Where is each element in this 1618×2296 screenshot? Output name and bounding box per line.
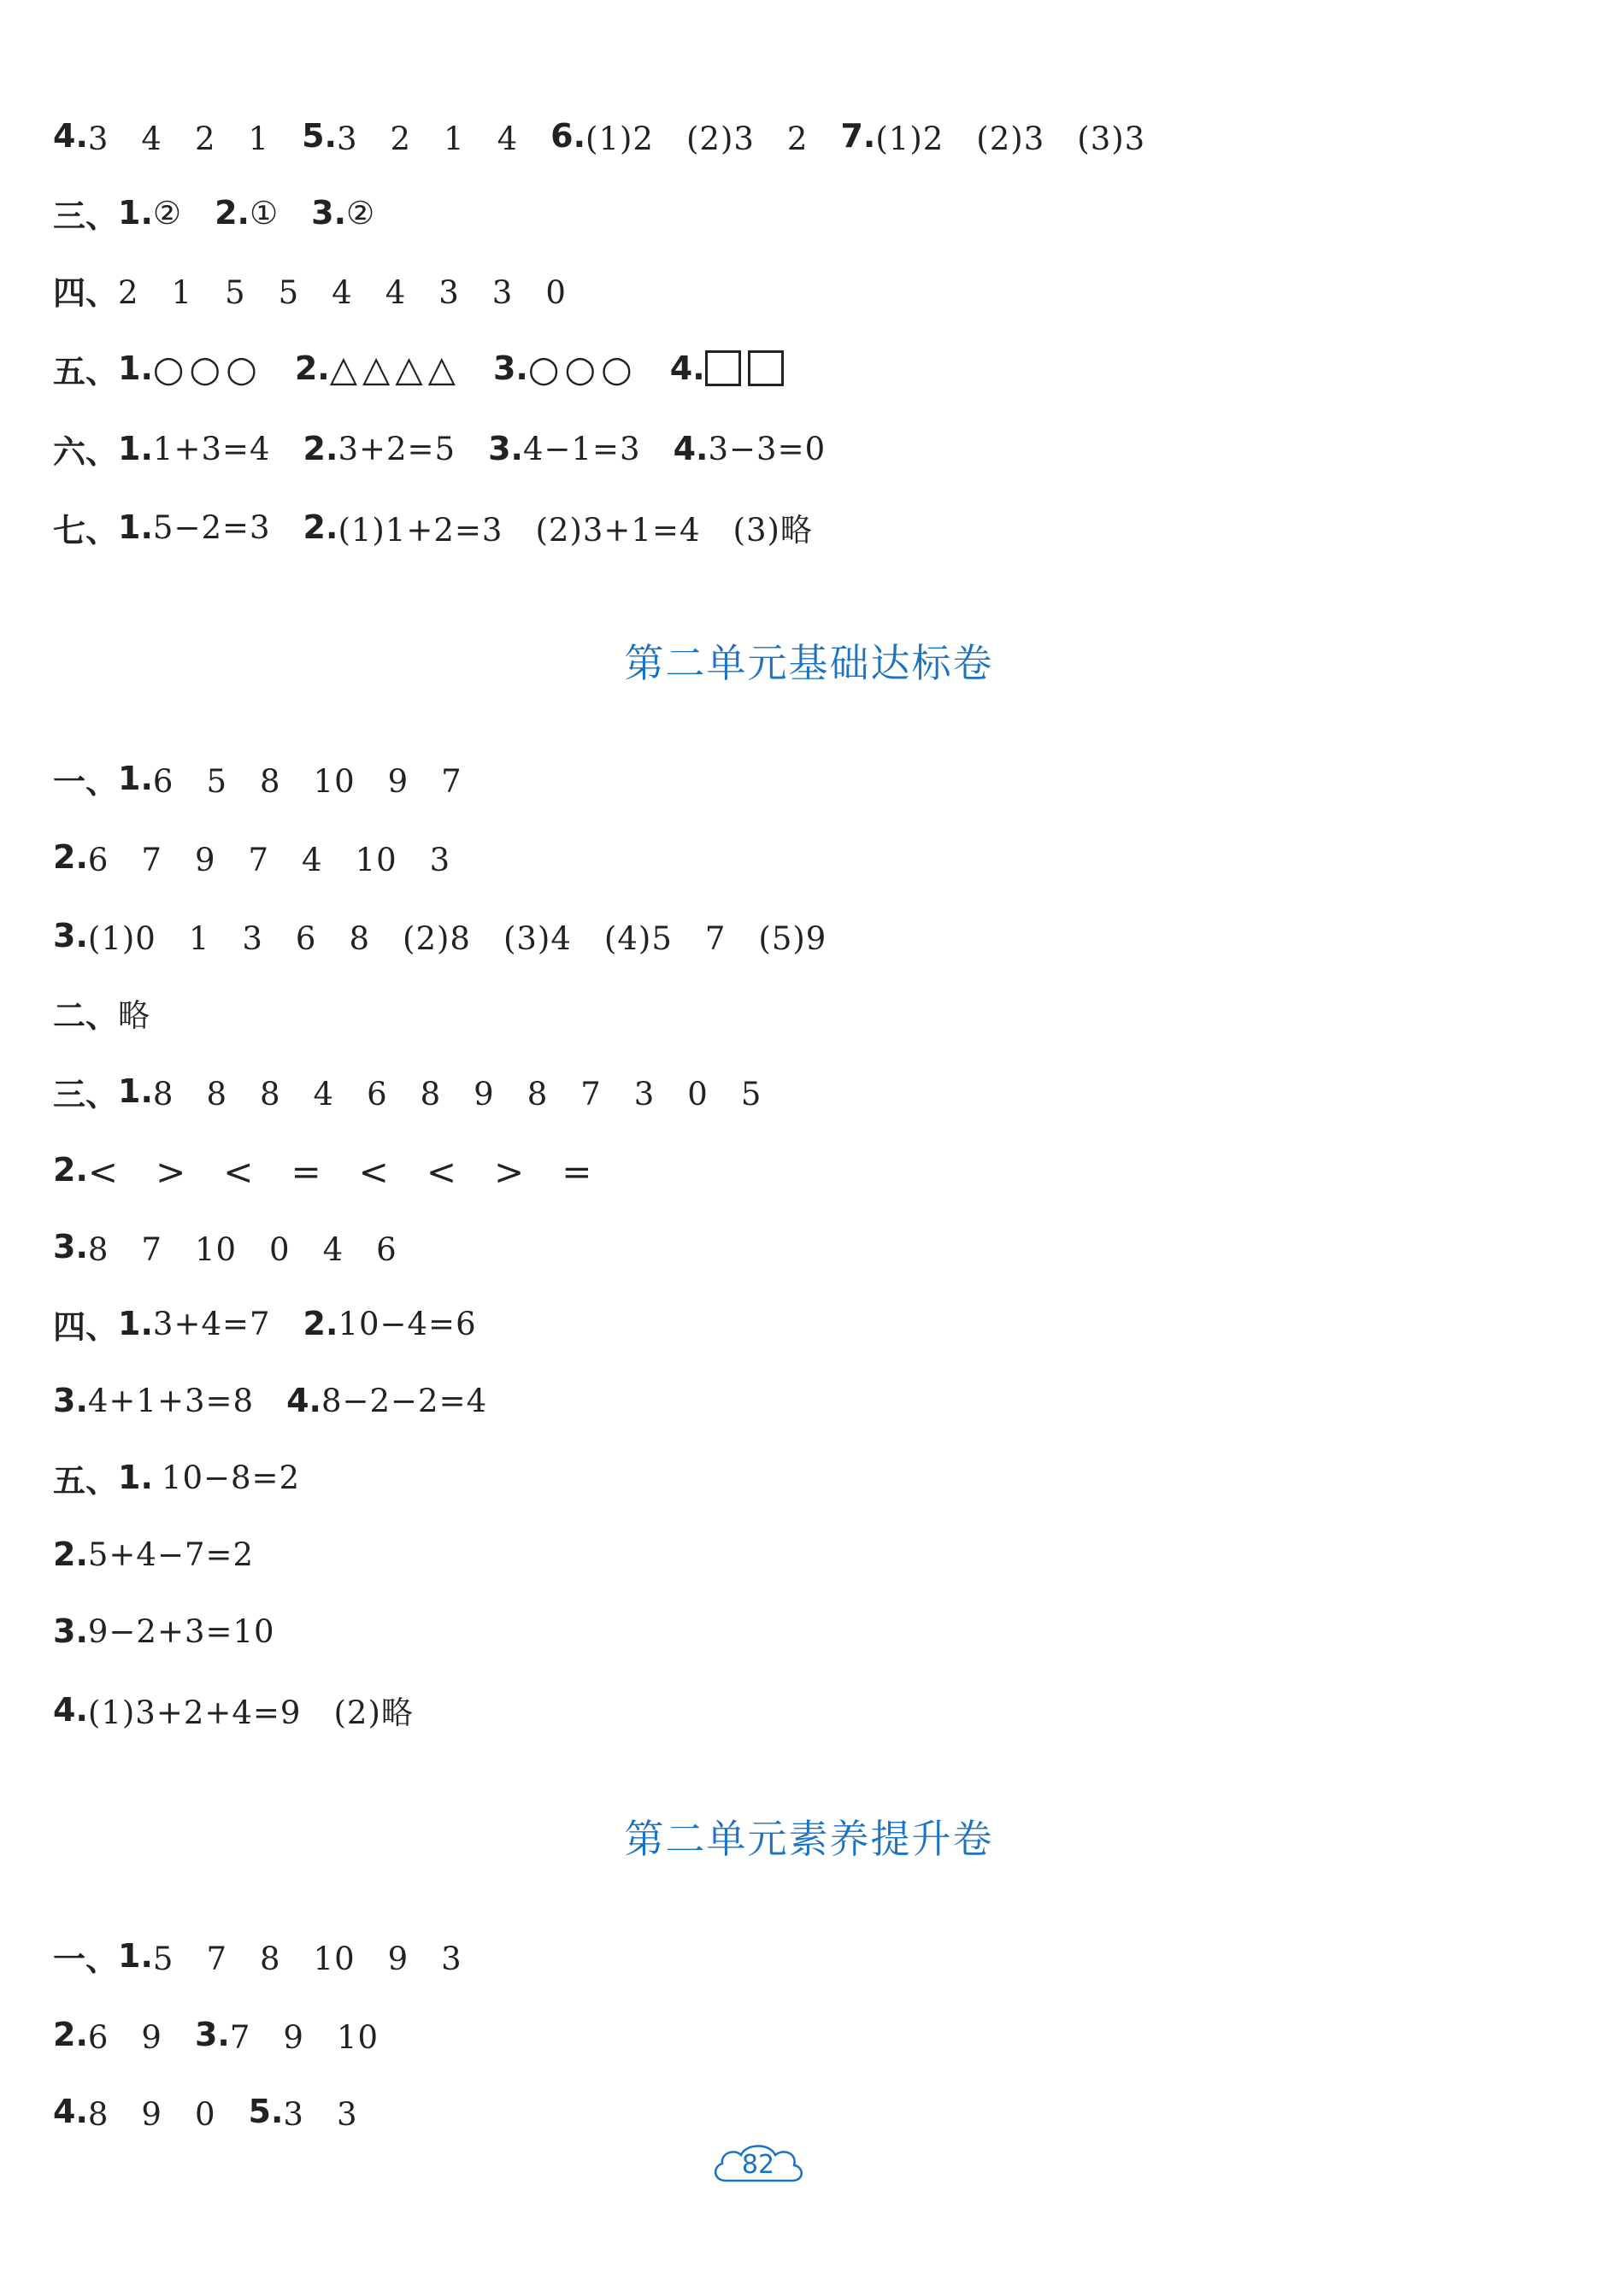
answer-line xyxy=(53,1061,762,1121)
item-number: 3. xyxy=(53,1382,88,1419)
item-number: 5. xyxy=(248,2093,284,2130)
item-number: 1. xyxy=(118,1305,153,1342)
answer-line xyxy=(53,2082,391,2141)
section-number: 七、 xyxy=(53,511,119,549)
answer-line xyxy=(53,1926,462,1986)
answer-text: 3−3=0 xyxy=(708,430,827,467)
answer-text: (1)0 1 3 6 8 (2)8 (3)4 (4)5 7 (5)9 xyxy=(87,920,827,957)
answer-text: 3+2=5 xyxy=(338,430,456,467)
item-number: 2. xyxy=(53,1536,88,1573)
item-number: 2. xyxy=(303,1305,338,1342)
answer-text: 8 7 10 0 4 6 xyxy=(87,1231,397,1268)
answer-line xyxy=(53,749,462,808)
item-number: 2. xyxy=(53,838,88,876)
answer-text: 略 xyxy=(118,997,151,1034)
answer-line xyxy=(53,106,1178,166)
square-icon xyxy=(748,350,784,386)
answer-text: ② xyxy=(346,194,376,232)
comparison-symbols: < > < = < < > = xyxy=(87,1151,593,1193)
item-number: 5. xyxy=(302,117,337,155)
item-number: 4. xyxy=(53,1691,88,1729)
answer-text: 6 9 xyxy=(87,2019,162,2056)
item-number: 1. xyxy=(118,1072,153,1110)
answer-text: 3 4 2 1 xyxy=(87,120,270,157)
answer-line xyxy=(53,906,827,966)
item-number: 4. xyxy=(673,430,709,467)
item-number: 2. xyxy=(215,194,250,232)
item-number: 4. xyxy=(53,2093,88,2130)
item-number: 1. xyxy=(118,508,153,546)
answer-text: ② xyxy=(152,194,183,232)
answer-text: 10−4=6 xyxy=(338,1305,477,1342)
answer-text: 5+4−7=2 xyxy=(87,1536,255,1573)
answer-text: 4+1+3=8 xyxy=(87,1382,255,1419)
item-number: 3. xyxy=(492,349,528,387)
answer-text: 8 8 8 4 6 8 9 8 7 3 0 5 xyxy=(152,1076,762,1113)
item-number: 3. xyxy=(53,917,88,954)
item-number: 1. xyxy=(118,430,153,467)
answer-text: 3 3 xyxy=(283,2096,358,2133)
section-number: 四、 xyxy=(53,273,119,312)
answer-text: 4−1=3 xyxy=(522,430,641,467)
answer-text: ① xyxy=(249,194,279,232)
item-number: 1. xyxy=(118,1459,153,1496)
item-number: 3. xyxy=(53,1612,88,1650)
answer-line xyxy=(53,419,858,479)
section-number: 三、 xyxy=(53,197,119,235)
answer-line xyxy=(53,1601,275,1661)
section-number: 一、 xyxy=(53,762,119,801)
page-number xyxy=(707,2140,809,2189)
answer-text: 6 7 9 7 4 10 3 xyxy=(87,842,451,878)
answer-line xyxy=(53,827,450,887)
item-number: 4. xyxy=(669,349,705,387)
answer-line xyxy=(53,497,845,557)
answer-text: 9−2+3=10 xyxy=(87,1612,275,1650)
section-number: 五、 xyxy=(53,1461,119,1500)
section-title: 第二单元素养提升卷 xyxy=(624,1816,994,1862)
answer-line xyxy=(53,183,408,243)
answer-line xyxy=(53,1524,254,1584)
answer-text: 1+3=4 xyxy=(152,430,271,467)
circle-shapes: ○○○ xyxy=(527,347,638,390)
circle-shapes: ○○○ xyxy=(152,347,262,390)
answer-line xyxy=(53,338,823,398)
answer-text: 6 5 8 10 9 7 xyxy=(152,763,462,800)
answer-line xyxy=(53,1217,397,1277)
item-number: 4. xyxy=(53,117,88,155)
answer-line xyxy=(53,1140,592,1200)
answer-text: 8 9 0 xyxy=(87,2096,216,2133)
item-number: 3. xyxy=(488,430,523,467)
item-number: 1. xyxy=(118,1937,153,1975)
triangle-shapes: △△△△ xyxy=(329,347,461,390)
section-number: 四、 xyxy=(53,1307,119,1346)
item-number: 7. xyxy=(840,117,876,155)
item-number: 4. xyxy=(286,1382,321,1419)
section-number: 二、 xyxy=(53,996,119,1035)
answer-line xyxy=(53,1371,520,1430)
item-number: 3. xyxy=(194,2016,230,2053)
answer-text: 3+4=7 xyxy=(152,1305,271,1342)
square-icon xyxy=(705,350,741,386)
answer-line xyxy=(53,260,567,320)
section-title: 第二单元基础达标卷 xyxy=(624,640,994,686)
answer-text: 7 9 10 xyxy=(229,2019,379,2056)
answer-text: 10−8=2 xyxy=(161,1459,301,1496)
section-number: 五、 xyxy=(53,352,119,390)
answer-line xyxy=(53,983,150,1042)
answer-text: (1)2 (2)3 (3)3 xyxy=(875,120,1146,157)
answer-text: 5 7 8 10 9 3 xyxy=(152,1941,462,1977)
answer-text: (1)1+2=3 (2)3+1=4 (3)略 xyxy=(338,512,813,549)
item-number: 2. xyxy=(53,2016,88,2053)
answer-text: (1)3+2+4=9 (2)略 xyxy=(87,1694,414,1731)
item-number: 3. xyxy=(53,1228,88,1265)
section-number: 三、 xyxy=(53,1075,119,1113)
answer-text: 8−2−2=4 xyxy=(321,1382,488,1419)
item-number: 1. xyxy=(118,760,153,797)
answer-line xyxy=(53,1447,300,1507)
section-number: 一、 xyxy=(53,1940,119,1978)
item-number: 2. xyxy=(303,430,338,467)
item-number: 6. xyxy=(550,117,586,155)
item-number: 2. xyxy=(53,1151,88,1189)
section-number: 六、 xyxy=(53,432,119,471)
answer-line xyxy=(53,2005,411,2064)
item-number: 1. xyxy=(118,194,153,232)
item-number: 1. xyxy=(118,349,153,387)
item-number: 2. xyxy=(294,349,330,387)
item-number: 3. xyxy=(311,194,347,232)
answer-text: 5−2=3 xyxy=(152,508,271,546)
answer-line xyxy=(53,1294,509,1354)
answer-text: 2 1 5 5 4 4 3 3 0 xyxy=(118,274,567,311)
item-number: 2. xyxy=(303,508,338,546)
answer-text: 3 2 1 4 xyxy=(336,120,519,157)
answer-line xyxy=(53,1680,414,1740)
answer-text: (1)2 (2)3 2 xyxy=(585,120,809,157)
page-number-text: 82 xyxy=(741,2149,775,2180)
